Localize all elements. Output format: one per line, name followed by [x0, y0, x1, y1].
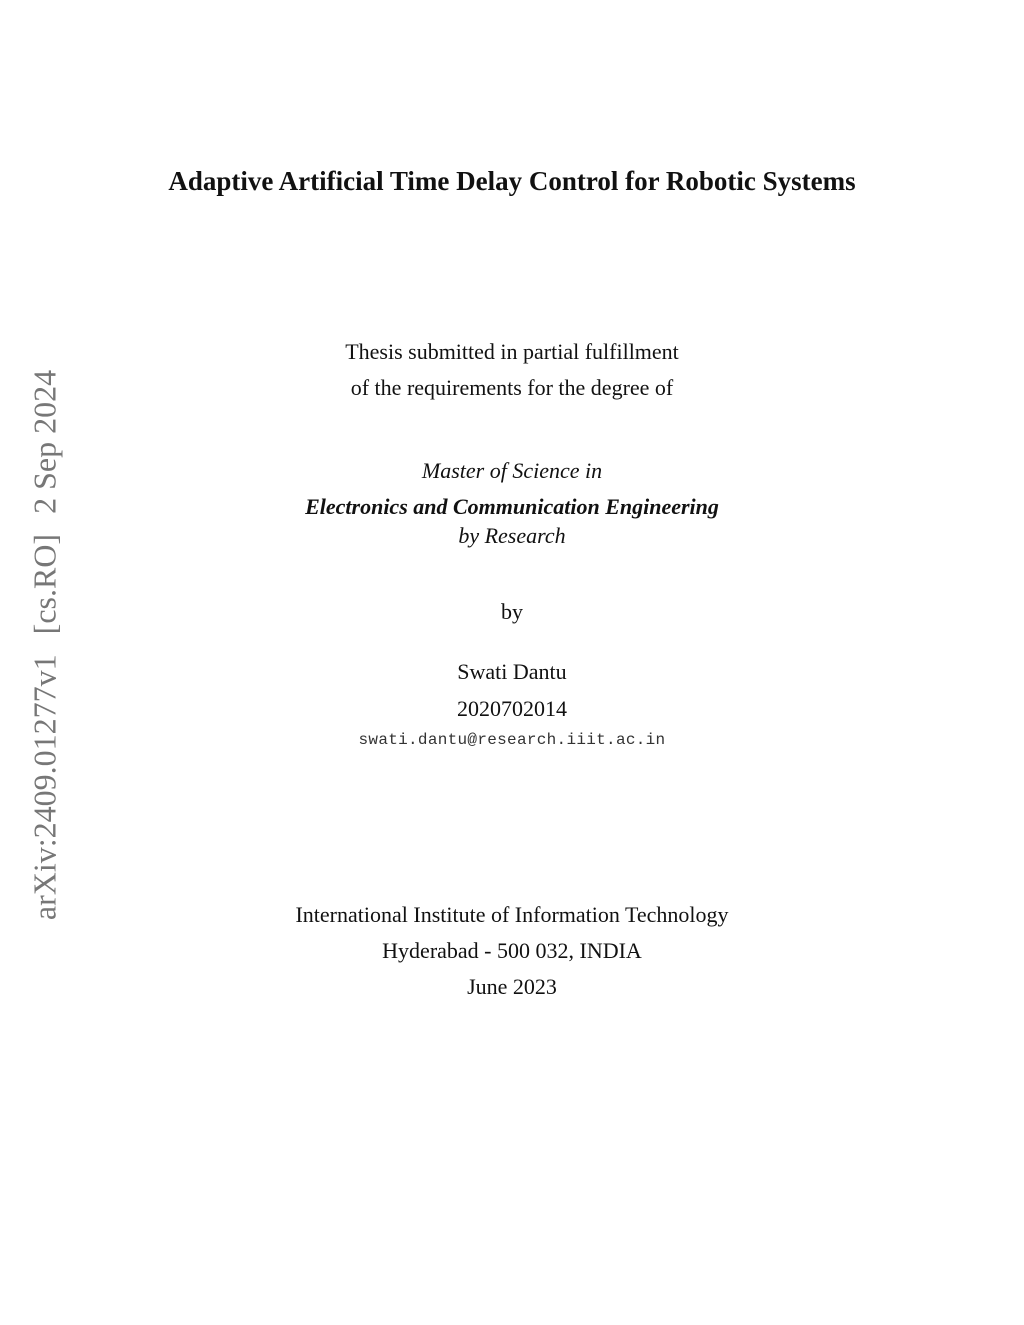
- author-email: swati.dantu@research.iiit.ac.in: [358, 731, 666, 749]
- degree-mode: by Research: [458, 523, 566, 548]
- by-label: by: [501, 599, 523, 624]
- arxiv-id: arXiv:2409.01277v1: [26, 654, 63, 921]
- submission-line-2: of the requirements for the degree of: [350, 375, 674, 400]
- author-name: Swati Dantu: [457, 659, 567, 684]
- institution-name: International Institute of Information Technology: [295, 902, 729, 927]
- institution-address: Hyderabad - 500 032, INDIA: [382, 938, 642, 963]
- arxiv-category: [cs.RO]: [26, 533, 63, 635]
- degree-field: Electronics and Communication Engineering: [305, 494, 719, 519]
- thesis-title: Adaptive Artificial Time Delay Control for Robotic Systems: [168, 166, 856, 196]
- arxiv-stamp: [27, 370, 64, 920]
- degree-name: Master of Science in: [421, 458, 603, 483]
- submission-date: June 2023: [467, 974, 557, 999]
- submission-line-1: Thesis submitted in partial fulfillment: [345, 339, 679, 364]
- arxiv-date: 2 Sep 2024: [26, 369, 63, 514]
- author-roll-number: 2020702014: [457, 696, 567, 721]
